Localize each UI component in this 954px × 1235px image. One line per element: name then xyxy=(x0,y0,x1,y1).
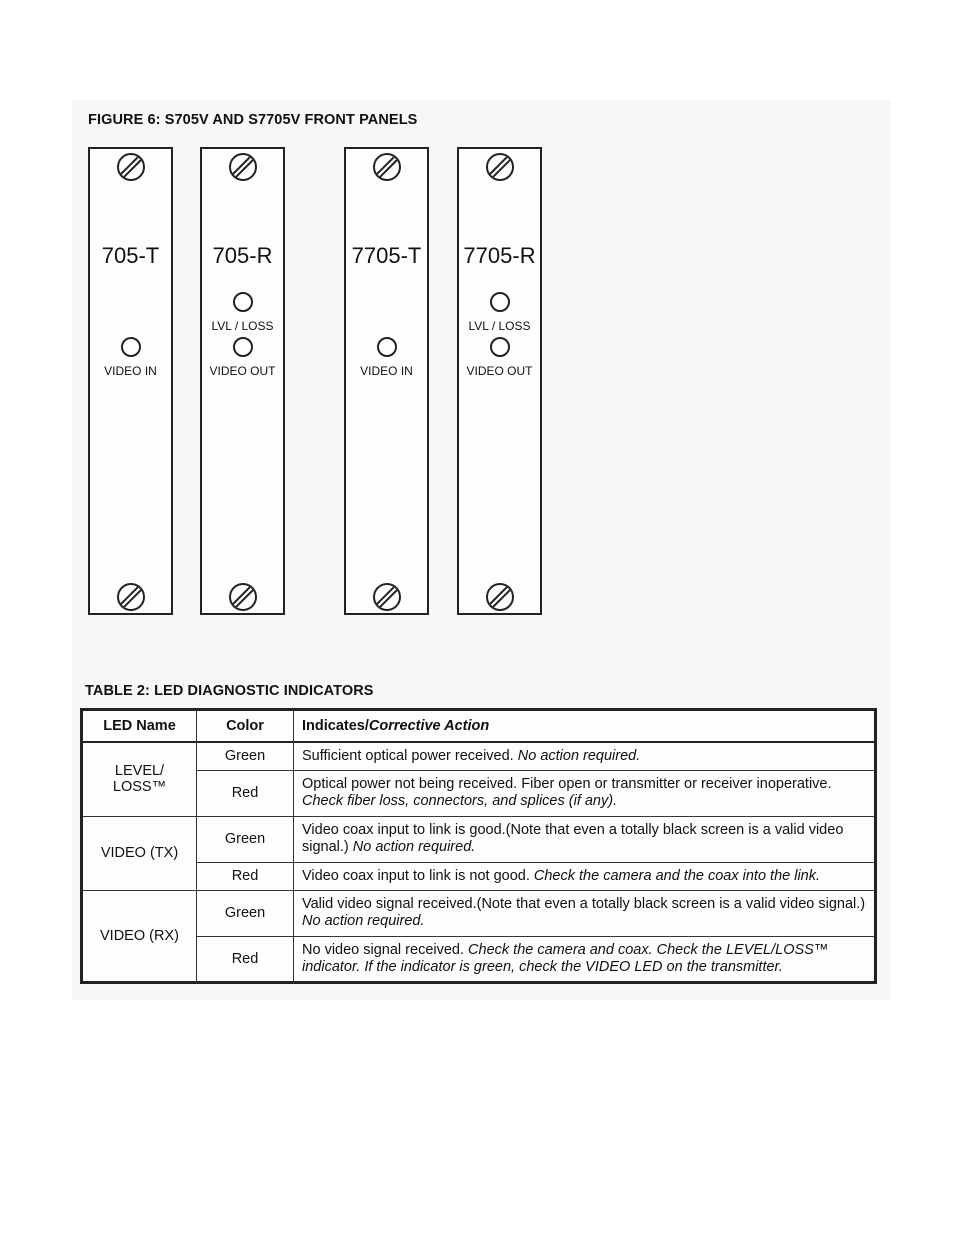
led-label: VIDEO IN xyxy=(360,364,413,378)
led-indicator-icon xyxy=(377,337,397,357)
header-led-name: LED Name xyxy=(82,710,197,743)
front-panel-7705-r xyxy=(457,147,542,615)
table-row xyxy=(82,862,876,890)
screw-icon xyxy=(486,583,514,611)
led-name-cell: VIDEO (RX) xyxy=(82,890,197,982)
led-name-cell: VIDEO (TX) xyxy=(82,816,197,890)
indicates-cell xyxy=(294,742,876,770)
screw-icon xyxy=(373,583,401,611)
color-cell: Green xyxy=(197,890,294,936)
table-row xyxy=(82,890,876,936)
corrective-action-text: Check the camera and the coax into the link. xyxy=(533,867,821,884)
table-row xyxy=(82,936,876,982)
table-header-row xyxy=(82,710,876,743)
header-color: Color xyxy=(197,710,294,743)
corrective-action-text: Check fiber loss, connectors, and splices (if any). xyxy=(302,793,618,810)
indicates-cell xyxy=(294,862,876,890)
led-indicator-icon xyxy=(233,337,253,357)
color-cell: Red xyxy=(197,862,294,890)
screw-icon xyxy=(117,583,145,611)
led-name-line: LOSS™ xyxy=(112,779,167,796)
indicates-text: Optical power not being received. Fiber open or transmitter or receiver inoperative. xyxy=(302,776,832,793)
panel-model-label: 705-R xyxy=(212,243,273,268)
led-label: VIDEO OUT xyxy=(466,364,533,378)
table-title: TABLE 2: LED DIAGNOSTIC INDICATORS xyxy=(85,683,374,699)
header-indicates-label: Indicates/ xyxy=(302,718,369,735)
led-label: LVL / LOSS xyxy=(468,319,531,333)
screw-icon xyxy=(117,153,145,181)
color-cell: Red xyxy=(197,936,294,982)
front-panel-705-r xyxy=(200,147,285,615)
color-cell: Green xyxy=(197,816,294,862)
corrective-action-text: Check the camera and coax. Check the LEVEL/LOSS™ indicator. If the indicator is green, check the VIDEO LED on the transmitter. xyxy=(302,941,829,975)
color-cell: Green xyxy=(197,742,294,770)
led-label: VIDEO IN xyxy=(104,364,157,378)
color-cell: Red xyxy=(197,770,294,816)
header-indicates xyxy=(294,710,876,743)
led-label: VIDEO OUT xyxy=(209,364,276,378)
indicates-cell xyxy=(294,816,876,862)
led-indicator-icon xyxy=(233,292,253,312)
screw-icon xyxy=(486,153,514,181)
header-corrective-label: Corrective Action xyxy=(368,718,490,735)
front-panel-7705-t xyxy=(344,147,429,615)
led-name-cell xyxy=(82,742,197,816)
led-name-line: LEVEL/ xyxy=(114,763,165,780)
panel-model-label: 7705-T xyxy=(351,243,422,268)
screw-icon xyxy=(373,153,401,181)
panel-model-label: 7705-R xyxy=(463,243,536,268)
indicates-text: Video coax input to link is good.(Note that even a totally black screen is a valid video signal.) xyxy=(302,822,844,856)
indicates-text: Valid video signal received.(Note that even a totally black screen is a valid video signal.) xyxy=(302,896,866,913)
led-indicator-icon xyxy=(121,337,141,357)
indicates-cell xyxy=(294,770,876,816)
led-indicator-icon xyxy=(490,337,510,357)
indicates-text: Video coax input to link is not good. xyxy=(302,867,534,884)
indicates-cell xyxy=(294,890,876,936)
figure-title: FIGURE 6: S705V AND S7705V FRONT PANELS xyxy=(88,112,418,128)
table-row xyxy=(82,816,876,862)
front-panel-705-t xyxy=(88,147,173,615)
table-row xyxy=(82,742,876,770)
corrective-action-text: No action required. xyxy=(352,839,476,856)
led-diagnostic-table xyxy=(80,708,877,984)
indicates-text: Sufficient optical power received. xyxy=(302,747,518,764)
led-indicator-icon xyxy=(490,292,510,312)
indicates-text: No video signal received. xyxy=(302,941,469,958)
corrective-action-text: No action required. xyxy=(517,747,641,764)
indicates-cell xyxy=(294,936,876,982)
corrective-action-text: No action required. xyxy=(302,913,425,930)
screw-icon xyxy=(229,583,257,611)
panel-model-label: 705-T xyxy=(101,243,160,268)
led-label: LVL / LOSS xyxy=(211,319,274,333)
table-row xyxy=(82,770,876,816)
screw-icon xyxy=(229,153,257,181)
